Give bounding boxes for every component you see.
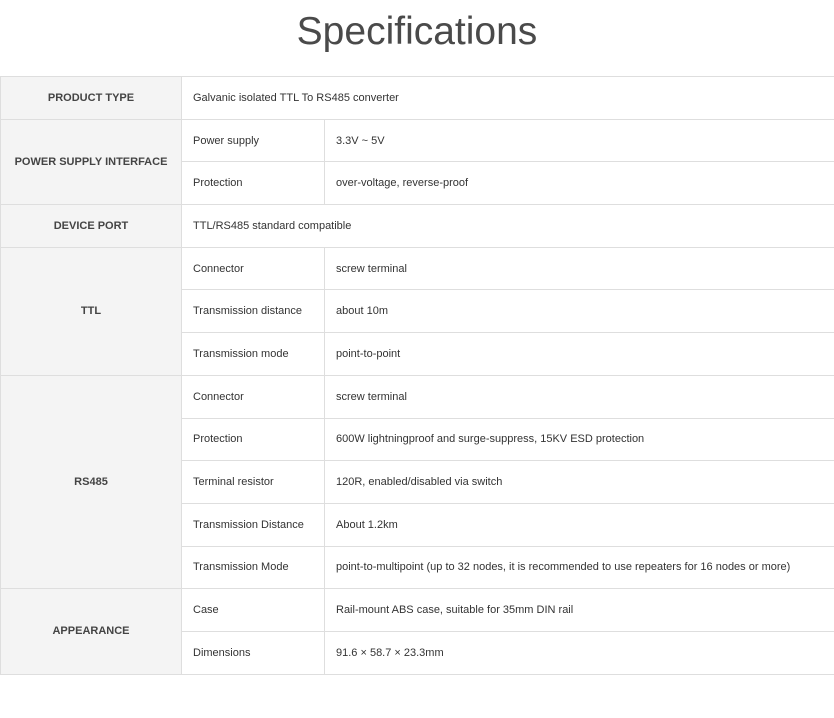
spec-value: 120R, enabled/disabled via switch <box>325 461 834 504</box>
spec-value: Rail-mount ABS case, suitable for 35mm DIN rail <box>325 589 834 632</box>
spec-value: over-voltage, reverse-proof <box>325 162 834 205</box>
spec-label: Connector <box>182 375 325 418</box>
spec-value: about 10m <box>325 290 834 333</box>
table-row <box>1 589 834 632</box>
spec-value: 3.3V ~ 5V <box>325 119 834 162</box>
spec-label: Protection <box>182 162 325 205</box>
spec-value: About 1.2km <box>325 503 834 546</box>
spec-value: point-to-point <box>325 333 834 376</box>
category-ttl: TTL <box>1 247 182 375</box>
page-title: Specifications <box>296 10 538 53</box>
table-row <box>1 205 834 248</box>
spec-label: Protection <box>182 418 325 461</box>
spec-value: 91.6 × 58.7 × 23.3mm <box>325 631 834 674</box>
spec-label: Transmission Mode <box>182 546 325 589</box>
table-row <box>1 247 834 290</box>
category-rs485: RS485 <box>1 375 182 588</box>
spec-label: Power supply <box>182 119 325 162</box>
table-row <box>1 119 834 162</box>
table-row <box>1 375 834 418</box>
spec-label: Dimensions <box>182 631 325 674</box>
specifications-table <box>0 76 834 675</box>
spec-label: Terminal resistor <box>182 461 325 504</box>
category-device-port: DEVICE PORT <box>1 205 182 248</box>
spec-value: 600W lightningproof and surge-suppress, 15KV ESD protection <box>325 418 834 461</box>
spec-label: Transmission Distance <box>182 503 325 546</box>
spec-value: TTL/RS485 standard compatible <box>182 205 834 248</box>
category-appearance: APPEARANCE <box>1 589 182 674</box>
spec-value: screw terminal <box>325 247 834 290</box>
spec-value: Galvanic isolated TTL To RS485 converter <box>182 77 834 120</box>
spec-label: Transmission mode <box>182 333 325 376</box>
table-row <box>1 77 834 120</box>
category-power-supply-interface: POWER SUPPLY INTERFACE <box>1 119 182 204</box>
spec-value: point-to-multipoint (up to 32 nodes, it is recommended to use repeaters for 16 nodes or more) <box>325 546 834 589</box>
spec-value: screw terminal <box>325 375 834 418</box>
spec-label: Connector <box>182 247 325 290</box>
spec-label: Transmission distance <box>182 290 325 333</box>
spec-label: Case <box>182 589 325 632</box>
category-product-type: PRODUCT TYPE <box>1 77 182 120</box>
